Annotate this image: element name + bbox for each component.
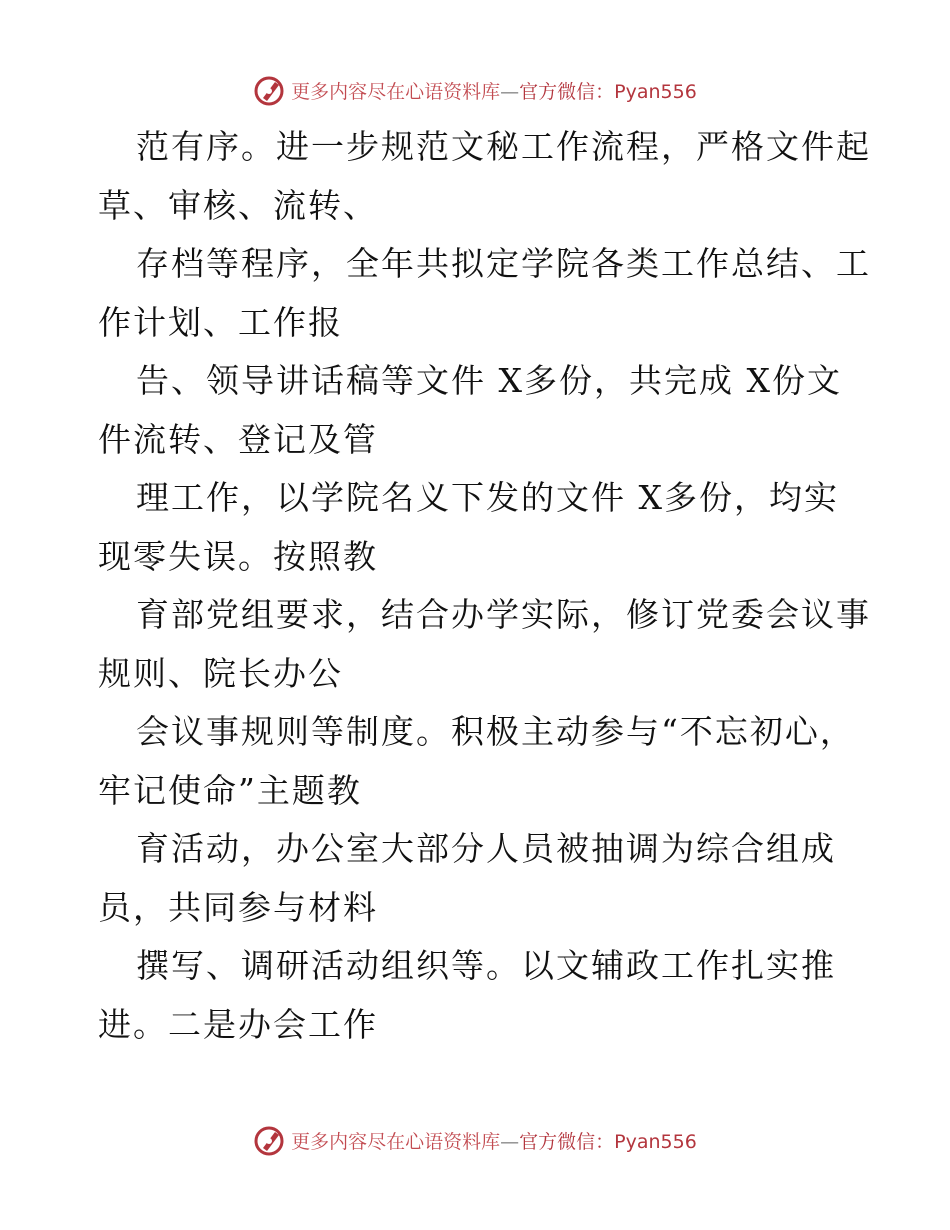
text-line: 件流转、登记及管 [98, 419, 378, 459]
text-line: 会议事规则等制度。积极主动参与“不忘初心， [136, 712, 855, 751]
text-line: 规则、院长办公 [98, 653, 343, 693]
text-line: 理工作，以学院名义下发的文件 X多份，均实 [136, 478, 839, 517]
text-line: 存档等程序，全年共拟定学院各类工作总结、工 [136, 244, 871, 283]
text-line: 现零失误。按照教 [98, 536, 378, 576]
watermark-text: 更多内容尽在心语资料库—官方微信：Pyan556 [291, 80, 697, 103]
text-line: 告、领导讲话稿等文件 X多份，共完成 X份文 [136, 361, 842, 400]
header-watermark [0, 70, 950, 110]
text-line: 草、审核、流转、 [98, 185, 378, 225]
pen-circle-logo-icon [253, 1123, 287, 1157]
document-body [98, 118, 871, 1054]
pen-circle-logo-icon [253, 73, 287, 107]
text-line: 牢记使命”主题教 [98, 770, 362, 810]
watermark-text: 更多内容尽在心语资料库—官方微信：Pyan556 [291, 1130, 697, 1153]
text-line: 作计划、工作报 [98, 302, 343, 342]
text-line: 育活动，办公室大部分人员被抽调为综合组成 [136, 829, 836, 868]
text-line: 范有序。进一步规范文秘工作流程，严格文件起 [136, 127, 871, 166]
text-line: 员，共同参与材料 [98, 887, 378, 927]
footer-watermark [0, 1120, 950, 1160]
text-line: 撰写、调研活动组织等。以文辅政工作扎实推 [136, 946, 836, 985]
text-line: 育部党组要求，结合办学实际，修订党委会议事 [136, 595, 871, 634]
text-line: 进。二是办会工作 [98, 1004, 378, 1044]
